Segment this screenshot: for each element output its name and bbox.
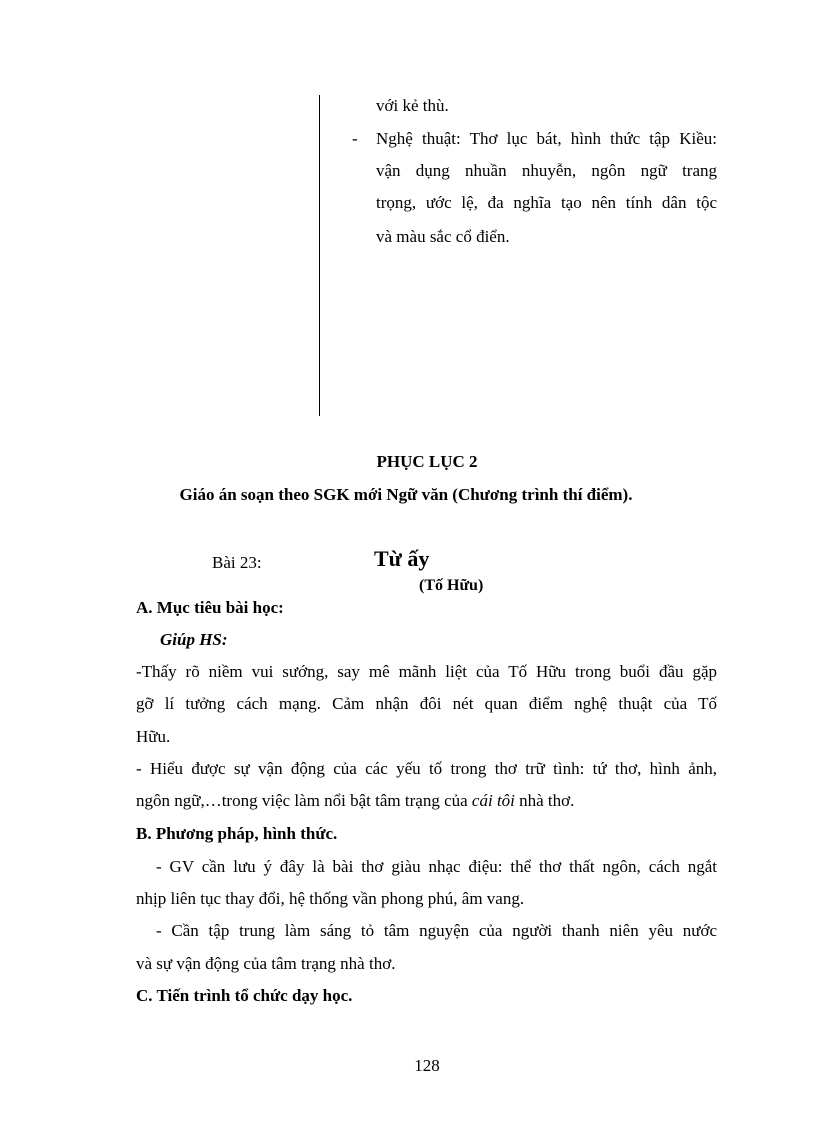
section-a-p1-line3: Hữu. [136, 727, 171, 746]
appendix-subtitle: Giáo án soạn theo SGK mới Ngữ văn (Chương trình thí điểm). [179, 485, 633, 504]
cell-line-art-1: Nghệ thuật: Thơ lục bát, hình thức tập Kiều: [376, 129, 717, 148]
section-a-italic-term: cái tôi [471, 791, 515, 810]
section-b-p1-line2: nhịp liên tục thay đổi, hệ thống vần phong phú, âm vang. [136, 889, 525, 908]
section-a-p2-line1: - Hiểu được sự vận động của các yếu tố trong thơ trữ tình: tứ thơ, hình ảnh, [136, 759, 717, 778]
section-a-p1-line2: gỡ lí tưởng cách mạng. Cảm nhận đôi nét quan điểm nghệ thuật của Tố [136, 694, 717, 713]
section-c-heading: C. Tiến trình tổ chức dạy học. [136, 986, 353, 1005]
section-b-p2-line1: - Cần tập trung làm sáng tỏ tâm nguyện của người thanh niên yêu nước [156, 921, 717, 940]
section-a-p2-line2-text: ngôn ngữ,…trong việc làm nổi bật tâm trạng của [136, 791, 472, 810]
appendix-title: PHỤC LỤC 2 [376, 452, 478, 471]
page-number: 128 [414, 1056, 440, 1075]
lesson-author: (Tố Hữu) [419, 577, 484, 594]
cell-line-art-4: và màu sắc cổ điển. [376, 227, 510, 246]
section-a-p2-line2 [136, 790, 574, 812]
cell-line-art-3: trọng, ước lệ, đa nghĩa tạo nên tính dân tộc [376, 193, 717, 212]
section-a-p2-line2-end: nhà thơ. [514, 791, 575, 810]
list-dash: - [352, 129, 358, 148]
section-b-heading: B. Phương pháp, hình thức. [136, 824, 338, 843]
table-column-divider [319, 95, 320, 416]
section-b-p1-line1: - GV cần lưu ý đây là bài thơ giàu nhạc điệu: thể thơ thất ngôn, cách ngắt [156, 857, 717, 876]
section-a-heading: A. Mục tiêu bài học: [136, 598, 284, 617]
cell-line-art-2: vận dụng nhuần nhuyễn, ngôn ngữ trang [376, 161, 717, 180]
lesson-number: Bài 23: [212, 553, 262, 572]
section-b-p2-line2: và sự vận động của tâm trạng nhà thơ. [136, 954, 396, 973]
section-a-sub: Giúp HS: [160, 630, 228, 649]
section-a-p1-line1: -Thấy rõ niềm vui sướng, say mê mãnh liệt của Tố Hữu trong buổi đầu gặp [136, 662, 717, 681]
cell-line-enemy: với kẻ thù. [376, 96, 449, 115]
lesson-title: Từ ấy [374, 546, 430, 571]
